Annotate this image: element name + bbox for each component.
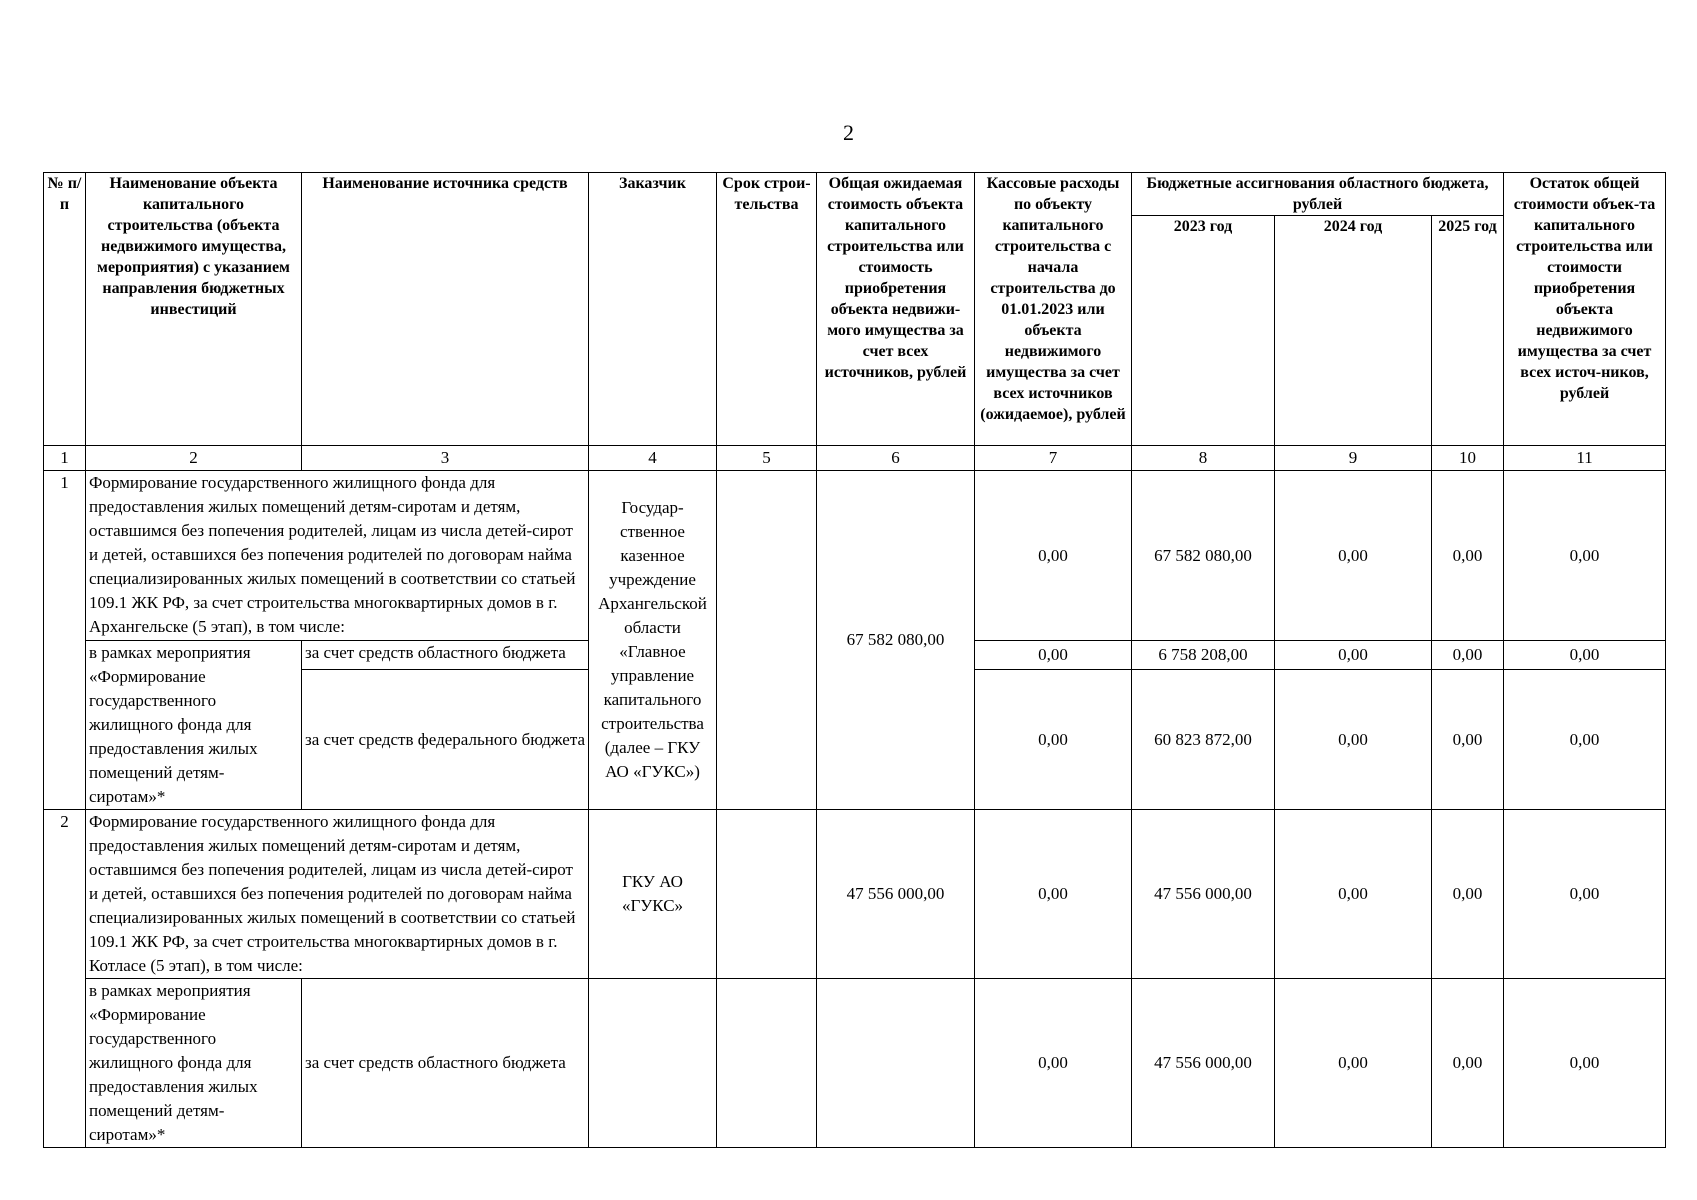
- column-number: 8: [1132, 446, 1275, 471]
- remainder: 0,00: [1504, 670, 1666, 810]
- budget-2025: 0,00: [1432, 471, 1504, 641]
- budget-2023: 47 556 000,00: [1132, 810, 1275, 979]
- table-row: [44, 471, 1666, 641]
- sub-event-name: в рамках мероприятия «Формирование государственного жилищного фонда для предоставления жилых помещений детям-сиротам»*: [86, 641, 302, 810]
- budget-2023: 47 556 000,00: [1132, 979, 1275, 1148]
- budget-2024: 0,00: [1275, 670, 1432, 810]
- header-source: Наименование источника средств: [302, 173, 589, 446]
- cash-expenses: 0,00: [975, 471, 1132, 641]
- budget-2023: 60 823 872,00: [1132, 670, 1275, 810]
- column-number: 4: [589, 446, 717, 471]
- column-number: 1: [44, 446, 86, 471]
- table-row: [44, 979, 1666, 1148]
- row-number: 2: [44, 810, 86, 1148]
- column-number: 2: [86, 446, 302, 471]
- budget-2023: 67 582 080,00: [1132, 471, 1275, 641]
- funding-source: за счет средств областного бюджета: [302, 641, 589, 670]
- object-name: Формирование государственного жилищного фонда для предоставления жилых помещений детям-сиротам и детям, оставшимся без попечения родителей, лицам из числа детей-сирот и детей, оставшихся без попечения родителей по договорам найма специализированных жилых помещений в соответствии со статьей 109.1 ЖК РФ, за счет строительства многоквартирных домов в г. Котласе (5 этап), в том числе:: [86, 810, 589, 979]
- budget-2025: 0,00: [1432, 670, 1504, 810]
- cash-expenses: 0,00: [975, 670, 1132, 810]
- total-cost: 67 582 080,00: [817, 471, 975, 810]
- header-2023: 2023 год: [1132, 216, 1275, 446]
- budget-2025: 0,00: [1432, 979, 1504, 1148]
- row-number: 1: [44, 471, 86, 810]
- remainder: 0,00: [1504, 810, 1666, 979]
- customer: [589, 979, 717, 1148]
- header-object-name: Наименование объекта капитального строительства (объекта недвижимого имущества, мероприятия) с указанием направления бюджетных инвестиций: [86, 173, 302, 446]
- construction-term: [717, 471, 817, 810]
- header-2025: 2025 год: [1432, 216, 1504, 446]
- page-number: 2: [843, 120, 854, 145]
- header-customer: Заказчик: [589, 173, 717, 446]
- budget-2025: 0,00: [1432, 641, 1504, 670]
- header-term: Срок строи-тельства: [717, 173, 817, 446]
- header-num: № п/п: [44, 173, 86, 446]
- funding-source: за счет средств федерального бюджета: [302, 670, 589, 810]
- cash-expenses: 0,00: [975, 979, 1132, 1148]
- header-budget-group: Бюджетные ассигнования областного бюджета, рублей: [1132, 173, 1504, 216]
- budget-2025: 0,00: [1432, 810, 1504, 979]
- remainder: 0,00: [1504, 471, 1666, 641]
- customer: ГКУ АО «ГУКС»: [589, 810, 717, 979]
- column-number: 7: [975, 446, 1132, 471]
- budget-investment-table: [43, 172, 1666, 1148]
- construction-term: [717, 979, 817, 1148]
- column-number: 11: [1504, 446, 1666, 471]
- column-number-row: [44, 446, 1666, 471]
- budget-2024: 0,00: [1275, 641, 1432, 670]
- sub-event-name: в рамках мероприятия «Формирование государственного жилищного фонда для предоставления жилых помещений детям-сиротам»*: [86, 979, 302, 1148]
- column-number: 3: [302, 446, 589, 471]
- table-header-row: [44, 173, 1666, 216]
- remainder: 0,00: [1504, 979, 1666, 1148]
- budget-2024: 0,00: [1275, 979, 1432, 1148]
- budget-2024: 0,00: [1275, 471, 1432, 641]
- funding-source: за счет средств областного бюджета: [302, 979, 589, 1148]
- header-total-cost: Общая ожидаемая стоимость объекта капитального строительства или стоимость приобретения объекта недвижи-мого имущества за счет всех источников, рублей: [817, 173, 975, 446]
- column-number: 5: [717, 446, 817, 471]
- column-number: 10: [1432, 446, 1504, 471]
- total-cost: 47 556 000,00: [817, 810, 975, 979]
- table-row: [44, 810, 1666, 979]
- cash-expenses: 0,00: [975, 641, 1132, 670]
- column-number: 6: [817, 446, 975, 471]
- remainder: 0,00: [1504, 641, 1666, 670]
- total-cost: [817, 979, 975, 1148]
- customer: Государ-ственное казенное учреждение Архангельской области «Главное управление капитального строительства (далее – ГКУ АО «ГУКС»): [589, 471, 717, 810]
- budget-2023: 6 758 208,00: [1132, 641, 1275, 670]
- header-remainder: Остаток общей стоимости объек-та капитального строительства или стоимости приобретения объекта недвижимого имущества за счет всех источ-ников, рублей: [1504, 173, 1666, 446]
- construction-term: [717, 810, 817, 979]
- header-cash-expenses: Кассовые расходы по объекту капитального строительства с начала строительства до 01.01.2023 или объекта недвижимого имущества за счет всех источников (ожидаемое), рублей: [975, 173, 1132, 446]
- header-2024: 2024 год: [1275, 216, 1432, 446]
- object-name: Формирование государственного жилищного фонда для предоставления жилых помещений детям-сиротам и детям, оставшимся без попечения родителей, лицам из числа детей-сирот и детей, оставшихся без попечения родителей по договорам найма специализированных жилых помещений в соответствии со статьей 109.1 ЖК РФ, за счет строительства многоквартирных домов в г. Архангельске (5 этап), в том числе:: [86, 471, 589, 641]
- cash-expenses: 0,00: [975, 810, 1132, 979]
- column-number: 9: [1275, 446, 1432, 471]
- budget-2024: 0,00: [1275, 810, 1432, 979]
